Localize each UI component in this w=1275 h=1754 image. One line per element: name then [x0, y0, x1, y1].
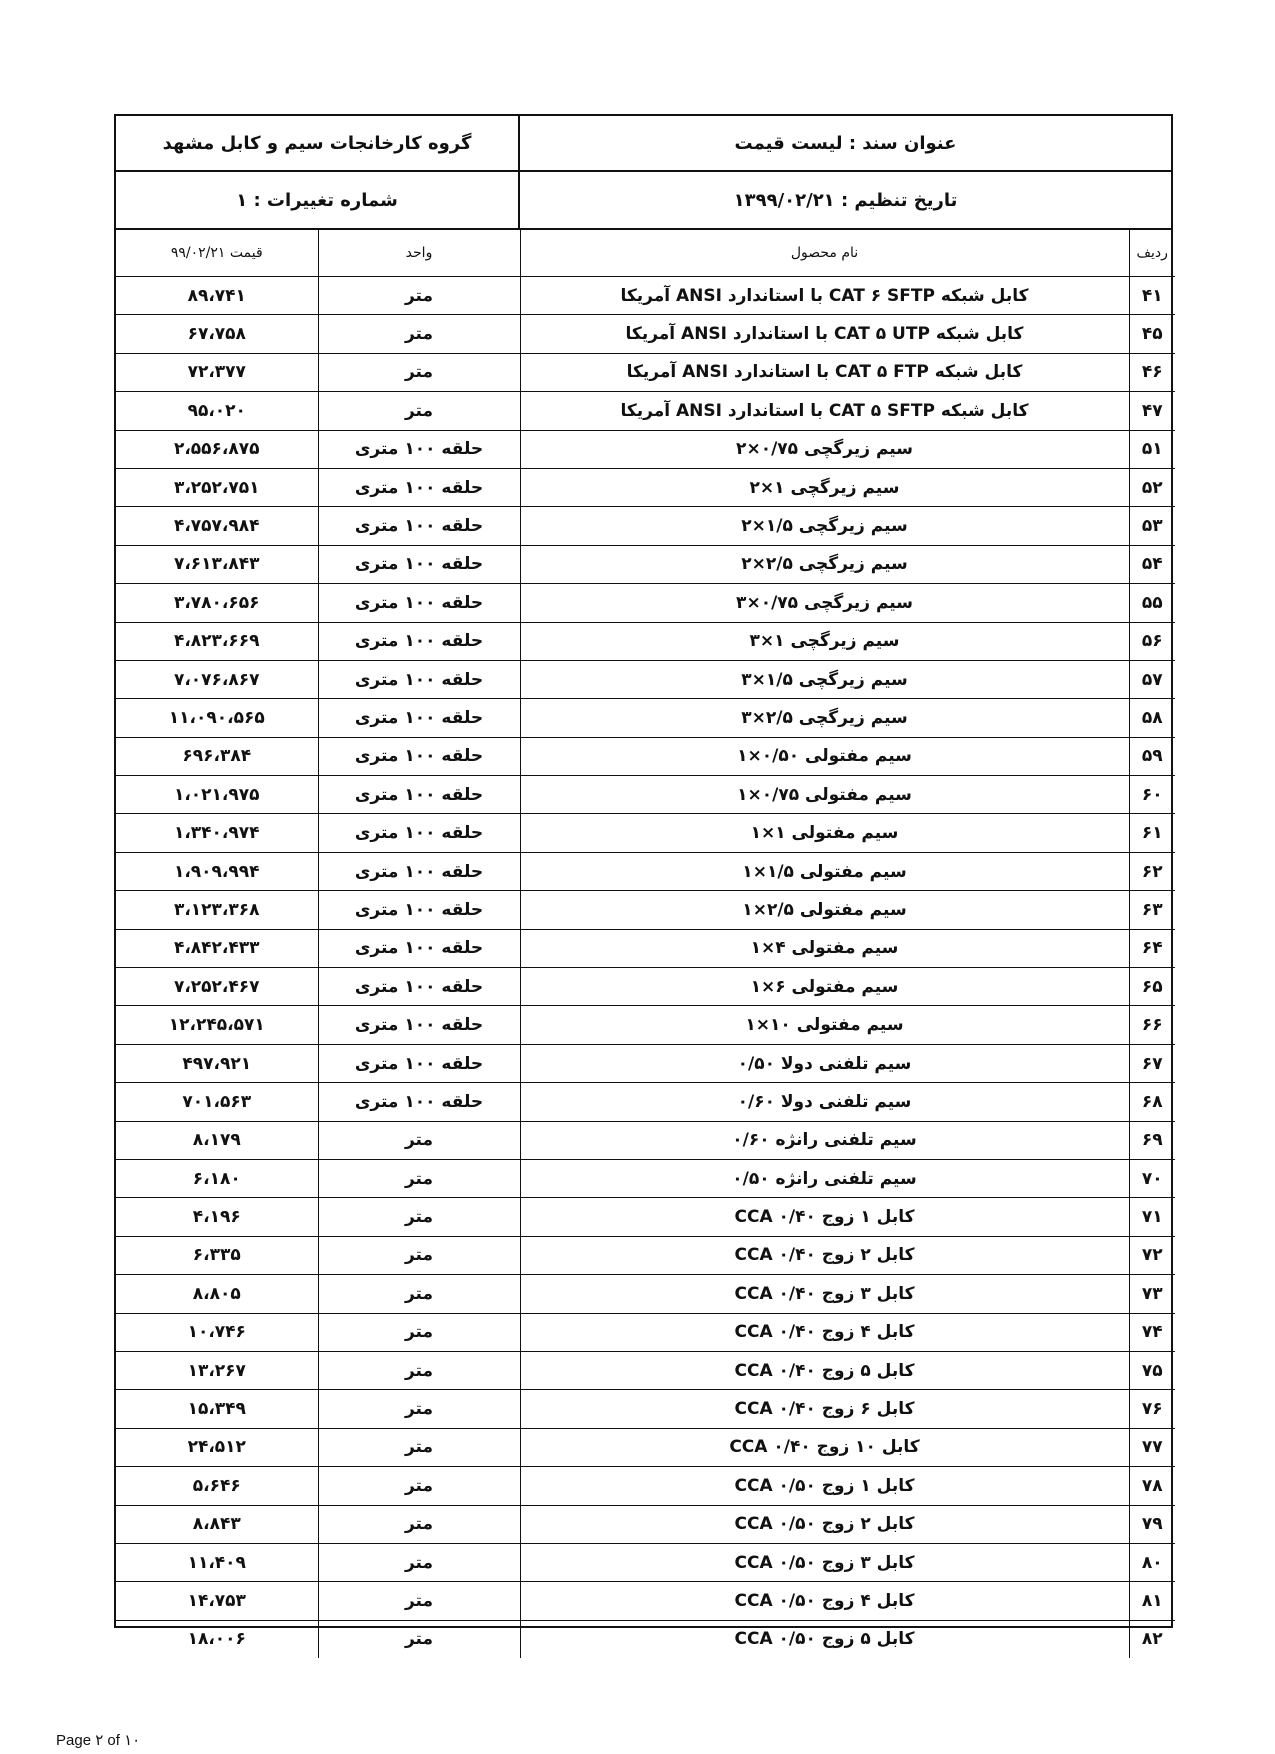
unit-cell: حلقه ۱۰۰ متری: [318, 660, 520, 698]
price-cell: ۳،۱۲۳،۳۶۸: [116, 891, 318, 929]
table-row: [116, 968, 1175, 1006]
product-name-cell: سیم زیرگچی ۰/۷۵×۳: [520, 584, 1129, 622]
table-row: [116, 353, 1175, 391]
unit-cell: حلقه ۱۰۰ متری: [318, 584, 520, 622]
unit-cell: حلقه ۱۰۰ متری: [318, 699, 520, 737]
price-cell: ۱،۹۰۹،۹۹۴: [116, 852, 318, 890]
table-row: [116, 584, 1175, 622]
table-row: [116, 622, 1175, 660]
price-table: [116, 230, 1175, 1658]
issue-date: تاریخ تنظیم : ۱۳۹۹/۰۲/۲۱: [733, 189, 958, 211]
row-number-cell: ۶۱: [1129, 814, 1175, 852]
unit-cell: حلقه ۱۰۰ متری: [318, 1006, 520, 1044]
row-number-cell: ۷۶: [1129, 1390, 1175, 1428]
unit-cell: متر: [318, 1313, 520, 1351]
row-number-cell: ۶۹: [1129, 1121, 1175, 1159]
product-name-cell: کابل شبکه CAT ۵ FTP با استاندارد ANSI آمریکا: [520, 353, 1129, 391]
unit-cell: متر: [318, 353, 520, 391]
unit-cell: متر: [318, 1467, 520, 1505]
table-row: [116, 1236, 1175, 1274]
product-name-cell: سیم مفتولی ۱۰×۱: [520, 1006, 1129, 1044]
product-name-cell: سیم مفتولی ۰/۷۵×۱: [520, 776, 1129, 814]
table-row: [116, 315, 1175, 353]
unit-cell: متر: [318, 1275, 520, 1313]
price-cell: ۱۰،۷۴۶: [116, 1313, 318, 1351]
table-row: [116, 1543, 1175, 1581]
product-name-cell: سیم زیرگچی ۱×۲: [520, 468, 1129, 506]
column-header-unit: واحد: [318, 230, 520, 277]
row-number-cell: ۶۲: [1129, 852, 1175, 890]
row-number-cell: ۶۷: [1129, 1044, 1175, 1082]
row-number-cell: ۴۱: [1129, 277, 1175, 315]
table-row: [116, 1505, 1175, 1543]
row-number-cell: ۴۵: [1129, 315, 1175, 353]
table-row: [116, 699, 1175, 737]
table-row: [116, 430, 1175, 468]
table-row: [116, 468, 1175, 506]
unit-cell: حلقه ۱۰۰ متری: [318, 776, 520, 814]
price-cell: ۶،۳۳۵: [116, 1236, 318, 1274]
row-number-cell: ۶۵: [1129, 968, 1175, 1006]
row-number-cell: ۵۴: [1129, 545, 1175, 583]
row-number-cell: ۸۲: [1129, 1620, 1175, 1658]
product-name-cell: سیم تلفنی دولا ۰/۶۰: [520, 1083, 1129, 1121]
table-row: [116, 1198, 1175, 1236]
row-number-cell: ۷۴: [1129, 1313, 1175, 1351]
product-name-cell: کابل ۶ زوج ۰/۴۰ CCA: [520, 1390, 1129, 1428]
product-name-cell: سیم مفتولی ۰/۵۰×۱: [520, 737, 1129, 775]
unit-cell: حلقه ۱۰۰ متری: [318, 814, 520, 852]
product-name-cell: کابل ۳ زوج ۰/۴۰ CCA: [520, 1275, 1129, 1313]
unit-cell: متر: [318, 315, 520, 353]
price-list-document: [114, 114, 1173, 1650]
page-number: Page ۲ of ۱۰: [56, 1732, 141, 1749]
product-name-cell: کابل ۱ زوج ۰/۵۰ CCA: [520, 1467, 1129, 1505]
table-row: [116, 277, 1175, 315]
price-cell: ۳،۷۸۰،۶۵۶: [116, 584, 318, 622]
table-row: [116, 1006, 1175, 1044]
column-header-price: قیمت ۹۹/۰۲/۲۱: [116, 230, 318, 277]
row-number-cell: ۶۶: [1129, 1006, 1175, 1044]
row-number-cell: ۵۳: [1129, 507, 1175, 545]
product-name-cell: سیم زیرگچی ۱×۳: [520, 622, 1129, 660]
price-cell: ۴،۸۲۳،۶۶۹: [116, 622, 318, 660]
product-name-cell: سیم زیرگچی ۲/۵×۲: [520, 545, 1129, 583]
table-header-row: [116, 230, 1175, 277]
product-name-cell: کابل ۳ زوج ۰/۵۰ CCA: [520, 1543, 1129, 1581]
product-name-cell: سیم تلفنی رانژه ۰/۶۰: [520, 1121, 1129, 1159]
price-cell: ۴۹۷،۹۲۱: [116, 1044, 318, 1082]
table-row: [116, 1620, 1175, 1658]
unit-cell: متر: [318, 1620, 520, 1658]
price-cell: ۴،۱۹۶: [116, 1198, 318, 1236]
product-name-cell: کابل ۴ زوج ۰/۴۰ CCA: [520, 1313, 1129, 1351]
table-row: [116, 1467, 1175, 1505]
product-name-cell: کابل ۲ زوج ۰/۵۰ CCA: [520, 1505, 1129, 1543]
document-header: [116, 116, 1171, 230]
product-name-cell: کابل ۱ زوج ۰/۴۰ CCA: [520, 1198, 1129, 1236]
price-cell: ۷،۲۵۲،۴۶۷: [116, 968, 318, 1006]
table-row: [116, 660, 1175, 698]
price-cell: ۴،۷۵۷،۹۸۴: [116, 507, 318, 545]
unit-cell: حلقه ۱۰۰ متری: [318, 1083, 520, 1121]
price-cell: ۱،۳۴۰،۹۷۴: [116, 814, 318, 852]
column-header-product-name: نام محصول: [520, 230, 1129, 277]
row-number-cell: ۵۹: [1129, 737, 1175, 775]
product-name-cell: کابل ۲ زوج ۰/۴۰ CCA: [520, 1236, 1129, 1274]
price-cell: ۱۸،۰۰۶: [116, 1620, 318, 1658]
product-name-cell: سیم تلفنی رانژه ۰/۵۰: [520, 1159, 1129, 1197]
product-name-cell: سیم مفتولی ۱×۱: [520, 814, 1129, 852]
table-row: [116, 1582, 1175, 1620]
table-row: [116, 776, 1175, 814]
table-row: [116, 1083, 1175, 1121]
unit-cell: حلقه ۱۰۰ متری: [318, 891, 520, 929]
product-name-cell: سیم مفتولی ۱/۵×۱: [520, 852, 1129, 890]
product-name-cell: کابل شبکه CAT ۵ SFTP با استاندارد ANSI آمریکا: [520, 392, 1129, 430]
row-number-cell: ۶۸: [1129, 1083, 1175, 1121]
price-cell: ۸،۸۴۳: [116, 1505, 318, 1543]
table-row: [116, 1313, 1175, 1351]
product-name-cell: کابل ۱۰ زوج ۰/۴۰ CCA: [520, 1428, 1129, 1466]
product-name-cell: سیم مفتولی ۴×۱: [520, 929, 1129, 967]
unit-cell: حلقه ۱۰۰ متری: [318, 622, 520, 660]
table-row: [116, 1351, 1175, 1389]
row-number-cell: ۴۶: [1129, 353, 1175, 391]
table-row: [116, 1044, 1175, 1082]
price-cell: ۷،۶۱۳،۸۴۳: [116, 545, 318, 583]
table-row: [116, 1275, 1175, 1313]
unit-cell: حلقه ۱۰۰ متری: [318, 968, 520, 1006]
row-number-cell: ۵۲: [1129, 468, 1175, 506]
unit-cell: متر: [318, 1582, 520, 1620]
price-cell: ۲،۵۵۶،۸۷۵: [116, 430, 318, 468]
product-name-cell: سیم مفتولی ۶×۱: [520, 968, 1129, 1006]
row-number-cell: ۸۰: [1129, 1543, 1175, 1581]
product-name-cell: سیم زیرگچی ۲/۵×۳: [520, 699, 1129, 737]
row-number-cell: ۵۸: [1129, 699, 1175, 737]
unit-cell: متر: [318, 1351, 520, 1389]
price-cell: ۸،۱۷۹: [116, 1121, 318, 1159]
price-cell: ۶۷،۷۵۸: [116, 315, 318, 353]
price-cell: ۱،۰۲۱،۹۷۵: [116, 776, 318, 814]
product-name-cell: سیم زیرگچی ۰/۷۵×۲: [520, 430, 1129, 468]
product-name-cell: سیم زیرگچی ۱/۵×۳: [520, 660, 1129, 698]
price-cell: ۵،۶۴۶: [116, 1467, 318, 1505]
revision-number: شماره تغییرات : ۱: [116, 172, 520, 228]
table-row: [116, 1159, 1175, 1197]
row-number-cell: ۸۱: [1129, 1582, 1175, 1620]
row-number-cell: ۷۱: [1129, 1198, 1175, 1236]
unit-cell: متر: [318, 1428, 520, 1466]
price-cell: ۸،۸۰۵: [116, 1275, 318, 1313]
column-header-row-number: ردیف: [1129, 230, 1175, 277]
table-row: [116, 1121, 1175, 1159]
unit-cell: حلقه ۱۰۰ متری: [318, 430, 520, 468]
price-cell: ۷،۰۷۶،۸۶۷: [116, 660, 318, 698]
unit-cell: متر: [318, 1198, 520, 1236]
unit-cell: حلقه ۱۰۰ متری: [318, 545, 520, 583]
price-cell: ۱۵،۳۴۹: [116, 1390, 318, 1428]
price-cell: ۷۲،۳۷۷: [116, 353, 318, 391]
price-cell: ۱۲،۲۴۵،۵۷۱: [116, 1006, 318, 1044]
row-number-cell: ۵۷: [1129, 660, 1175, 698]
table-row: [116, 929, 1175, 967]
unit-cell: حلقه ۱۰۰ متری: [318, 1044, 520, 1082]
table-row: [116, 852, 1175, 890]
price-cell: ۱۴،۷۵۳: [116, 1582, 318, 1620]
product-name-cell: کابل ۴ زوج ۰/۵۰ CCA: [520, 1582, 1129, 1620]
document-title: عنوان سند : لیست قیمت: [520, 116, 1171, 172]
price-cell: ۹۵،۰۲۰: [116, 392, 318, 430]
table-row: [116, 545, 1175, 583]
unit-cell: متر: [318, 1121, 520, 1159]
table-row: [116, 737, 1175, 775]
table-row: [116, 507, 1175, 545]
row-number-cell: ۶۰: [1129, 776, 1175, 814]
price-cell: ۳،۲۵۲،۷۵۱: [116, 468, 318, 506]
product-name-cell: کابل شبکه CAT ۶ SFTP با استاندارد ANSI آمریکا: [520, 277, 1129, 315]
row-number-cell: ۷۰: [1129, 1159, 1175, 1197]
price-cell: ۱۳،۲۶۷: [116, 1351, 318, 1389]
unit-cell: حلقه ۱۰۰ متری: [318, 852, 520, 890]
row-number-cell: ۷۵: [1129, 1351, 1175, 1389]
price-cell: ۲۴،۵۱۲: [116, 1428, 318, 1466]
row-number-cell: ۵۶: [1129, 622, 1175, 660]
price-cell: ۱۱،۰۹۰،۵۶۵: [116, 699, 318, 737]
unit-cell: متر: [318, 1505, 520, 1543]
product-name-cell: سیم مفتولی ۲/۵×۱: [520, 891, 1129, 929]
table-row: [116, 392, 1175, 430]
product-name-cell: سیم تلفنی دولا ۰/۵۰: [520, 1044, 1129, 1082]
row-number-cell: ۷۷: [1129, 1428, 1175, 1466]
row-number-cell: ۷۸: [1129, 1467, 1175, 1505]
table-row: [116, 1390, 1175, 1428]
row-number-cell: ۵۱: [1129, 430, 1175, 468]
unit-cell: حلقه ۱۰۰ متری: [318, 737, 520, 775]
price-cell: ۶،۱۸۰: [116, 1159, 318, 1197]
unit-cell: متر: [318, 1390, 520, 1428]
table-row: [116, 814, 1175, 852]
row-number-cell: ۷۲: [1129, 1236, 1175, 1274]
unit-cell: حلقه ۱۰۰ متری: [318, 507, 520, 545]
row-number-cell: ۴۷: [1129, 392, 1175, 430]
unit-cell: متر: [318, 392, 520, 430]
product-name-cell: کابل ۵ زوج ۰/۵۰ CCA: [520, 1620, 1129, 1658]
product-name-cell: کابل شبکه CAT ۵ UTP با استاندارد ANSI آمریکا: [520, 315, 1129, 353]
row-number-cell: ۶۴: [1129, 929, 1175, 967]
row-number-cell: ۷۹: [1129, 1505, 1175, 1543]
price-cell: ۱۱،۴۰۹: [116, 1543, 318, 1581]
product-name-cell: کابل ۵ زوج ۰/۴۰ CCA: [520, 1351, 1129, 1389]
price-cell: ۷۰۱،۵۶۳: [116, 1083, 318, 1121]
table-row: [116, 1428, 1175, 1466]
row-number-cell: ۶۳: [1129, 891, 1175, 929]
table-row: [116, 891, 1175, 929]
unit-cell: متر: [318, 1236, 520, 1274]
row-number-cell: ۵۵: [1129, 584, 1175, 622]
row-number-cell: ۷۳: [1129, 1275, 1175, 1313]
product-name-cell: سیم زیرگچی ۱/۵×۲: [520, 507, 1129, 545]
unit-cell: متر: [318, 1543, 520, 1581]
price-cell: ۶۹۶،۳۸۴: [116, 737, 318, 775]
price-cell: ۸۹،۷۴۱: [116, 277, 318, 315]
unit-cell: حلقه ۱۰۰ متری: [318, 468, 520, 506]
unit-cell: متر: [318, 1159, 520, 1197]
unit-cell: متر: [318, 277, 520, 315]
unit-cell: حلقه ۱۰۰ متری: [318, 929, 520, 967]
price-cell: ۴،۸۴۲،۴۳۳: [116, 929, 318, 967]
company-name: گروه کارخانجات سیم و کابل مشهد: [116, 116, 520, 172]
